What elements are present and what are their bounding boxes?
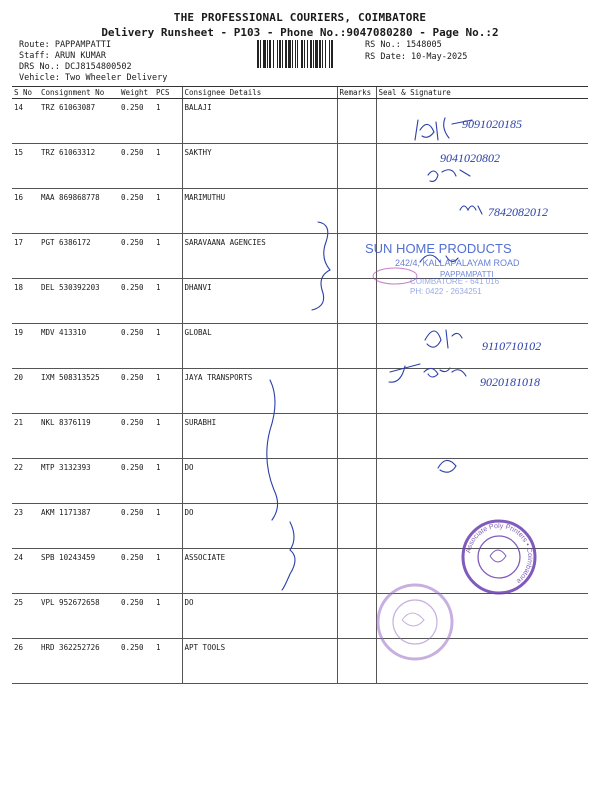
vehicle-label: Vehicle: Two Wheeler Delivery (19, 73, 168, 83)
barcode-bar (325, 40, 326, 68)
cell-sno: 14 (12, 99, 39, 144)
cell-sno: 15 (12, 144, 39, 189)
svg-text:Associate Poly Printers • Coim: Associate Poly Printers • Coimbatore (465, 522, 534, 585)
cell-pcs: 1 (154, 144, 182, 189)
cell-consignee: SAKTHY (182, 144, 337, 189)
table-row (12, 414, 588, 459)
cell-consignment-no: HRD 362252726 (39, 639, 119, 684)
barcode-bar (263, 40, 266, 68)
cell-sno: 16 (12, 189, 39, 234)
barcode-bar (301, 40, 303, 68)
cell-weight: 0.250 (119, 504, 154, 549)
cell-remarks (337, 594, 376, 639)
cell-sno: 20 (12, 369, 39, 414)
cell-seal-signature (376, 189, 588, 234)
cell-consignee: ASSOCIATE (182, 549, 337, 594)
table-row (12, 324, 588, 369)
cell-sno: 21 (12, 414, 39, 459)
runsheet-table (12, 86, 588, 684)
cell-consignment-no: MDV 413310 (39, 324, 119, 369)
table-row (12, 639, 588, 684)
cell-weight: 0.250 (119, 279, 154, 324)
table-row (12, 279, 588, 324)
barcode-bar (288, 40, 291, 68)
cell-pcs: 1 (154, 549, 182, 594)
barcode-bar (304, 40, 305, 68)
cell-pcs: 1 (154, 234, 182, 279)
cell-weight: 0.250 (119, 144, 154, 189)
cell-seal-signature (376, 324, 588, 369)
col-consignment: Consignment No (39, 87, 119, 99)
cell-consignee: SARAVAANA AGENCIES (182, 234, 337, 279)
svg-text:PAPPAMPATTI: PAPPAMPATTI (440, 270, 494, 279)
cell-remarks (337, 369, 376, 414)
cell-weight: 0.250 (119, 594, 154, 639)
cell-sno: 17 (12, 234, 39, 279)
cell-weight: 0.250 (119, 99, 154, 144)
cell-weight: 0.250 (119, 639, 154, 684)
cell-consignment-no: MTP 3132393 (39, 459, 119, 504)
cell-remarks (337, 549, 376, 594)
cell-seal-signature (376, 549, 588, 594)
cell-seal-signature (376, 504, 588, 549)
cell-weight: 0.250 (119, 459, 154, 504)
document-subtitle: Delivery Runsheet - P103 - Phone No.:9047080280 - Page No.:2 (101, 26, 499, 39)
table-row (12, 504, 588, 549)
cell-consignee: APT TOOLS (182, 639, 337, 684)
cell-consignment-no: TRZ 61063087 (39, 99, 119, 144)
cell-consignment-no: TRZ 61063312 (39, 144, 119, 189)
cell-pcs: 1 (154, 459, 182, 504)
cell-remarks (337, 504, 376, 549)
barcode-bar (269, 40, 271, 68)
barcode-bar (313, 40, 314, 68)
cell-consignee: DO (182, 504, 337, 549)
cell-weight: 0.250 (119, 549, 154, 594)
col-seal-signature: Seal & Signature (376, 87, 588, 99)
barcode-bar (282, 40, 283, 68)
cell-weight: 0.250 (119, 369, 154, 414)
svg-text:PH: 0422 - 2634251: PH: 0422 - 2634251 (410, 287, 482, 296)
table-header-row (12, 87, 588, 99)
cell-pcs: 1 (154, 324, 182, 369)
cell-remarks (337, 234, 376, 279)
barcode-bar (297, 40, 298, 68)
cell-seal-signature (376, 99, 588, 144)
cell-seal-signature (376, 459, 588, 504)
cell-consignment-no: DEL 530392203 (39, 279, 119, 324)
table-row (12, 369, 588, 414)
cell-sno: 23 (12, 504, 39, 549)
barcode-bar (315, 40, 318, 68)
handwritten-number-row21: 9020181018 (480, 375, 540, 389)
table-row (12, 189, 588, 234)
barcode-bar (267, 40, 268, 68)
handwritten-number-row16: 7842082012 (488, 205, 548, 219)
cell-pcs: 1 (154, 279, 182, 324)
cell-seal-signature (376, 414, 588, 459)
cell-consignment-no: IXM 508313525 (39, 369, 119, 414)
cell-seal-signature (376, 279, 588, 324)
cell-seal-signature (376, 369, 588, 414)
cell-weight: 0.250 (119, 234, 154, 279)
cell-consignee: DO (182, 594, 337, 639)
cell-sno: 25 (12, 594, 39, 639)
handwritten-number-row20: 9110710102 (482, 339, 542, 353)
cell-weight: 0.250 (119, 414, 154, 459)
cell-weight: 0.250 (119, 189, 154, 234)
cell-consignment-no: MAA 869868778 (39, 189, 119, 234)
handwritten-number-row15: 9041020802 (440, 151, 500, 165)
cell-consignee: DO (182, 459, 337, 504)
cell-pcs: 1 (154, 639, 182, 684)
col-consignee: Consignee Details (182, 87, 337, 99)
staff-label: Staff: ARUN KUMAR (19, 51, 106, 61)
cell-pcs: 1 (154, 414, 182, 459)
cell-weight: 0.250 (119, 324, 154, 369)
cell-consignment-no: SPB 10243459 (39, 549, 119, 594)
rs-date: RS Date: 10-May-2025 (365, 52, 468, 62)
col-weight: Weight (119, 87, 154, 99)
barcode-bar (260, 40, 261, 68)
cell-pcs: 1 (154, 504, 182, 549)
table-row (12, 234, 588, 279)
cell-pcs: 1 (154, 189, 182, 234)
cell-consignment-no: PGT 6386172 (39, 234, 119, 279)
barcode-bar (295, 40, 296, 68)
barcode (257, 40, 363, 68)
barcode-bar (273, 40, 274, 68)
cell-seal-signature (376, 234, 588, 279)
barcode-bar (292, 40, 293, 68)
barcode-bar (285, 40, 287, 68)
barcode-bar (277, 40, 278, 68)
cell-remarks (337, 414, 376, 459)
col-pcs: PCS (154, 87, 182, 99)
svg-text:242/4, KALLAPALAYAM ROAD: 242/4, KALLAPALAYAM ROAD (395, 258, 520, 268)
cell-pcs: 1 (154, 99, 182, 144)
cell-remarks (337, 279, 376, 324)
cell-remarks (337, 144, 376, 189)
cell-sno: 24 (12, 549, 39, 594)
barcode-bar (279, 40, 281, 68)
table-row (12, 144, 588, 189)
cell-pcs: 1 (154, 369, 182, 414)
svg-text:SUN HOME PRODUCTS: SUN HOME PRODUCTS (365, 241, 512, 256)
table-row (12, 99, 588, 144)
barcode-bar (310, 40, 312, 68)
cell-consignee: SURABHI (182, 414, 337, 459)
cell-remarks (337, 639, 376, 684)
cell-consignment-no: AKM 1171387 (39, 504, 119, 549)
route-label: Route: PAPPAMPATTI (19, 40, 112, 50)
table-row (12, 594, 588, 639)
cell-remarks (337, 99, 376, 144)
cell-remarks (337, 324, 376, 369)
svg-text:COIMBATORE - 641 016: COIMBATORE - 641 016 (410, 277, 500, 286)
drs-number: DRS No.: DCJ8154800502 (19, 62, 132, 72)
cell-pcs: 1 (154, 594, 182, 639)
cell-consignee: MARIMUTHU (182, 189, 337, 234)
cell-consignee: JAYA TRANSPORTS (182, 369, 337, 414)
handwritten-number-row14: 9091020185 (462, 117, 522, 131)
rs-number: RS No.: 1548005 (365, 40, 442, 50)
barcode-bar (307, 40, 308, 68)
cell-consignee: GLOBAL (182, 324, 337, 369)
document-title: THE PROFESSIONAL COURIERS, COIMBATORE (173, 11, 427, 24)
cell-sno: 26 (12, 639, 39, 684)
cell-consignment-no: NKL 8376119 (39, 414, 119, 459)
cell-seal-signature (376, 639, 588, 684)
barcode-bar (257, 40, 259, 68)
cell-consignment-no: VPL 952672658 (39, 594, 119, 639)
col-remarks: Remarks (337, 87, 376, 99)
cell-sno: 22 (12, 459, 39, 504)
cell-consignee: BALAJI (182, 99, 337, 144)
cell-consignee: DHANVI (182, 279, 337, 324)
barcode-bar (322, 40, 323, 68)
cell-remarks (337, 459, 376, 504)
table-row (12, 549, 588, 594)
barcode-bar (331, 40, 333, 68)
cell-seal-signature (376, 144, 588, 189)
barcode-bar (329, 40, 330, 68)
cell-seal-signature (376, 594, 588, 639)
cell-sno: 19 (12, 324, 39, 369)
table-row (12, 459, 588, 504)
barcode-bar (319, 40, 321, 68)
col-sno: S No (12, 87, 39, 99)
cell-sno: 18 (12, 279, 39, 324)
cell-remarks (337, 189, 376, 234)
